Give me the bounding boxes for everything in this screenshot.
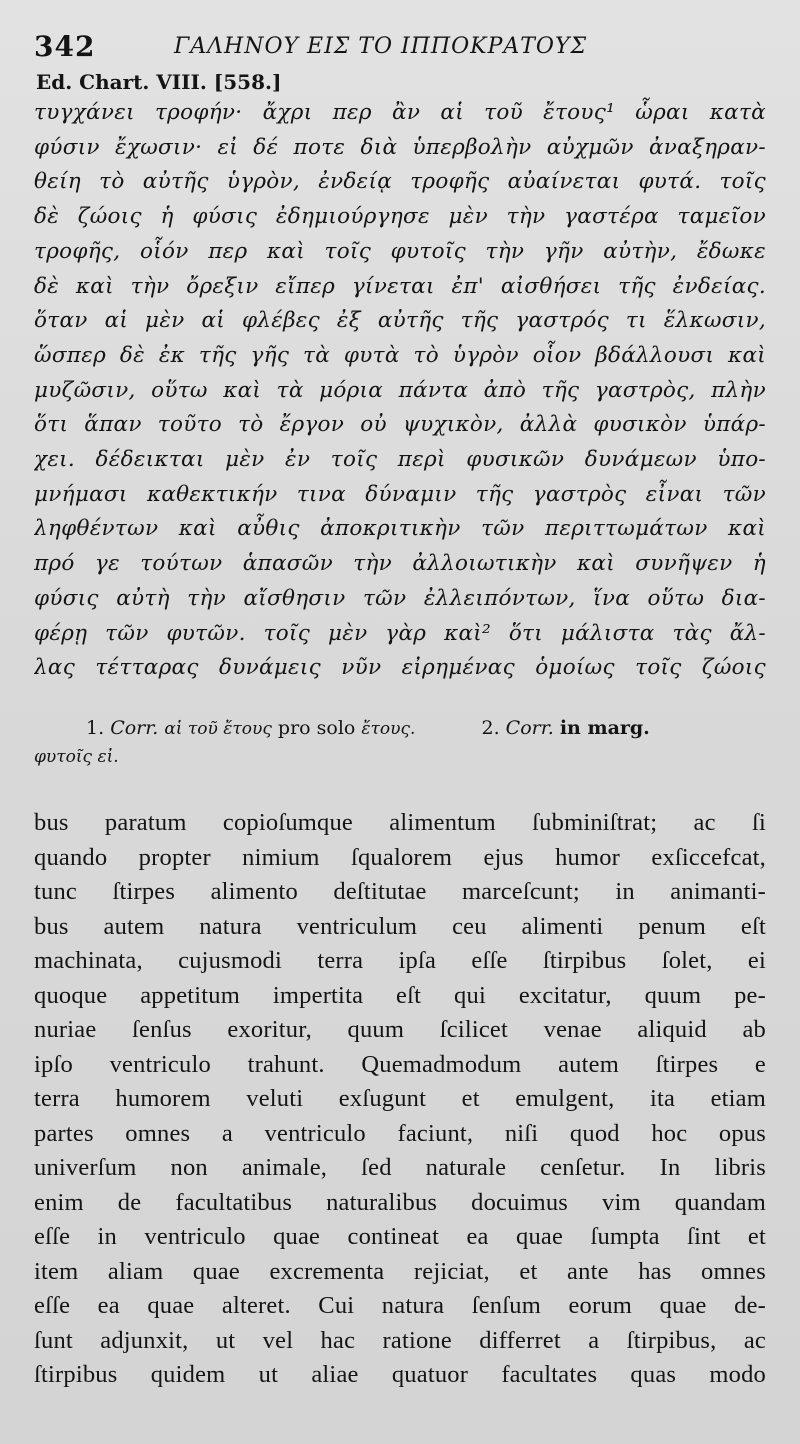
greek-line: ὅταν αἱ μὲν αἱ φλέβες ἐξ αὐτῆς τῆς γαστρός τι ἕλκωσιν, [34, 308, 766, 334]
latin-line: quando propter nimium ſqualorem ejus humor exſiccefcat, [34, 843, 766, 871]
latin-line: eſſe in ventriculo quae contineat ea quae ſumpta ſint et [34, 1223, 766, 1250]
greek-line: δὲ καὶ τὴν ὄρεξιν εἴπερ γίνεται ἐπ' αἰσθήσει τῆς ἐνδείας. [34, 273, 766, 299]
latin-line: ſtirpibus quidem ut aliae quatuor facultates quas modo [34, 1361, 766, 1388]
greek-line: λας τέτταρας δυνάμεις νῦν εἰρημένας ὁμοίως τοῖς ζώοις [34, 655, 766, 681]
greek-line: φέρῃ τῶν φυτῶν. τοῖς μὲν γὰρ καὶ² ὅτι μάλιστα τὰς ἄλ- [34, 620, 766, 646]
greek-line: ὅτι ἅπαν τοῦτο τὸ ἔργον οὐ ψυχικὸν, ἀλλὰ φυσικὸν ὑπάρ- [34, 412, 766, 438]
latin-line: nuriae ſenſus exoritur, quum ſcilicet venae aliquid ab [34, 1016, 766, 1043]
greek-line: μυζῶσιν, οὕτω καὶ τὰ μόρια πάντα ἀπὸ τῆς γαστρὸς, πλὴν [34, 377, 766, 403]
footnote-1-pro: pro solo [277, 717, 356, 739]
latin-line: univerſum non animale, ſed naturale cenſetur. In libris [34, 1154, 766, 1181]
greek-line: ὥσπερ δὲ ἐκ τῆς γῆς τὰ φυτὰ τὸ ὑγρὸν οἷον βδάλλουσι καὶ [34, 342, 766, 368]
footnote-2-greek: φυτοῖς εἰ. [34, 747, 119, 767]
footnote-1-greek: αἱ τοῦ ἔτους [164, 719, 272, 739]
footnote-2-number: 2. [481, 717, 500, 739]
latin-line: tunc ſtirpes alimento deſtitutae marceſcunt; in animanti- [34, 878, 766, 905]
latin-line: partes omnes a ventriculo faciunt, niſi quod hoc opus [34, 1119, 766, 1147]
latin-line: eſſe ea quae alteret. Cui natura ſenſum eorum quae de- [34, 1292, 766, 1319]
footnote-2-tail: in marg. [559, 717, 650, 739]
latin-line: ipſo ventriculo trahunt. Quemadmodum autem ſtirpes e [34, 1050, 766, 1078]
greek-line: φύσιν ἔχωσιν· εἰ δέ ποτε διὰ ὑπερβολὴν αὐχμῶν ἀναξηραν- [34, 134, 766, 160]
greek-line: θείη τὸ αὐτῆς ὑγρὸν, ἐνδείᾳ τροφῆς αὐαίνεται φυτά. τοῖς [34, 169, 766, 195]
running-title: ΓΑΛΗΝΟΥ ΕΙΣ ΤΟ ΙΠΠΟΚΡΑΤΟΥΣ [174, 34, 588, 59]
greek-line: πρό γε τούτων ἁπασῶν τὴν ἀλλοιωτικὴν καὶ συνῆψεν ἡ [34, 551, 766, 577]
page-header [34, 30, 764, 64]
footnote-divider [34, 702, 766, 703]
footnote-1-corr: Corr. [110, 717, 159, 739]
footnote-2-corr: Corr. [505, 717, 554, 739]
latin-line: terra humorem veluti exſugunt et emulgent, ita etiam [34, 1085, 766, 1112]
greek-line: φύσις αὐτὴ τὴν αἴσθησιν τῶν ἐλλειπόντων, ἵνα οὕτω δια- [34, 585, 766, 611]
greek-line: τροφῆς, οἷόν περ καὶ τοῖς φυτοῖς τὴν γῆν αὐτὴν, ἔδωκε [34, 238, 766, 264]
footnotes [34, 714, 766, 771]
latin-line: enim de facultatibus naturalibus docuimus vim quandam [34, 1188, 766, 1216]
latin-line: item aliam quae excrementa rejiciat, et ante has omnes [34, 1257, 766, 1285]
footnote-1-number: 1. [86, 717, 105, 739]
page-number: 342 [34, 30, 96, 63]
footnote-1-greek-2: ἔτους. [361, 719, 416, 739]
greek-line: δὲ ζώοις ἡ φύσις ἐδημιούργησε μὲν τὴν γαστέρα ταμεῖον [34, 204, 766, 230]
latin-line: quoque appetitum impertita eſt qui excitatur, quum pe- [34, 981, 766, 1009]
footnote-row [34, 714, 766, 743]
latin-line: bus paratum copioſumque alimentum ſubminiſtrat; ac ſi [34, 809, 766, 836]
greek-text-block [34, 96, 766, 686]
greek-line: τυγχάνει τροφήν· ἄχρι περ ἂν αἱ τοῦ ἔτους¹ ὧραι κατὰ [34, 100, 766, 125]
latin-text-block [34, 806, 766, 1393]
edition-reference: Ed. Chart. VIII. [558.] [36, 70, 282, 94]
greek-line: ληφθέντων καὶ αὖθις ἀποκριτικὴν τῶν περιττωμάτων καὶ [34, 516, 766, 542]
latin-line: ſunt adjunxit, ut vel hac ratione differret a ſtirpibus, ac [34, 1326, 766, 1354]
greek-line: χει. δέδεικται μὲν ἐν τοῖς περὶ φυσικῶν δυνάμεων ὑπο- [34, 447, 766, 473]
greek-line: μνήμασι καθεκτικήν τινα δύναμιν τῆς γαστρὸς εἶναι τῶν [34, 481, 766, 507]
latin-line: bus autem natura ventriculum ceu alimenti penum eſt [34, 912, 766, 940]
latin-line: machinata, cujusmodi terra ipſa eſſe ſtirpibus ſolet, ei [34, 947, 766, 974]
